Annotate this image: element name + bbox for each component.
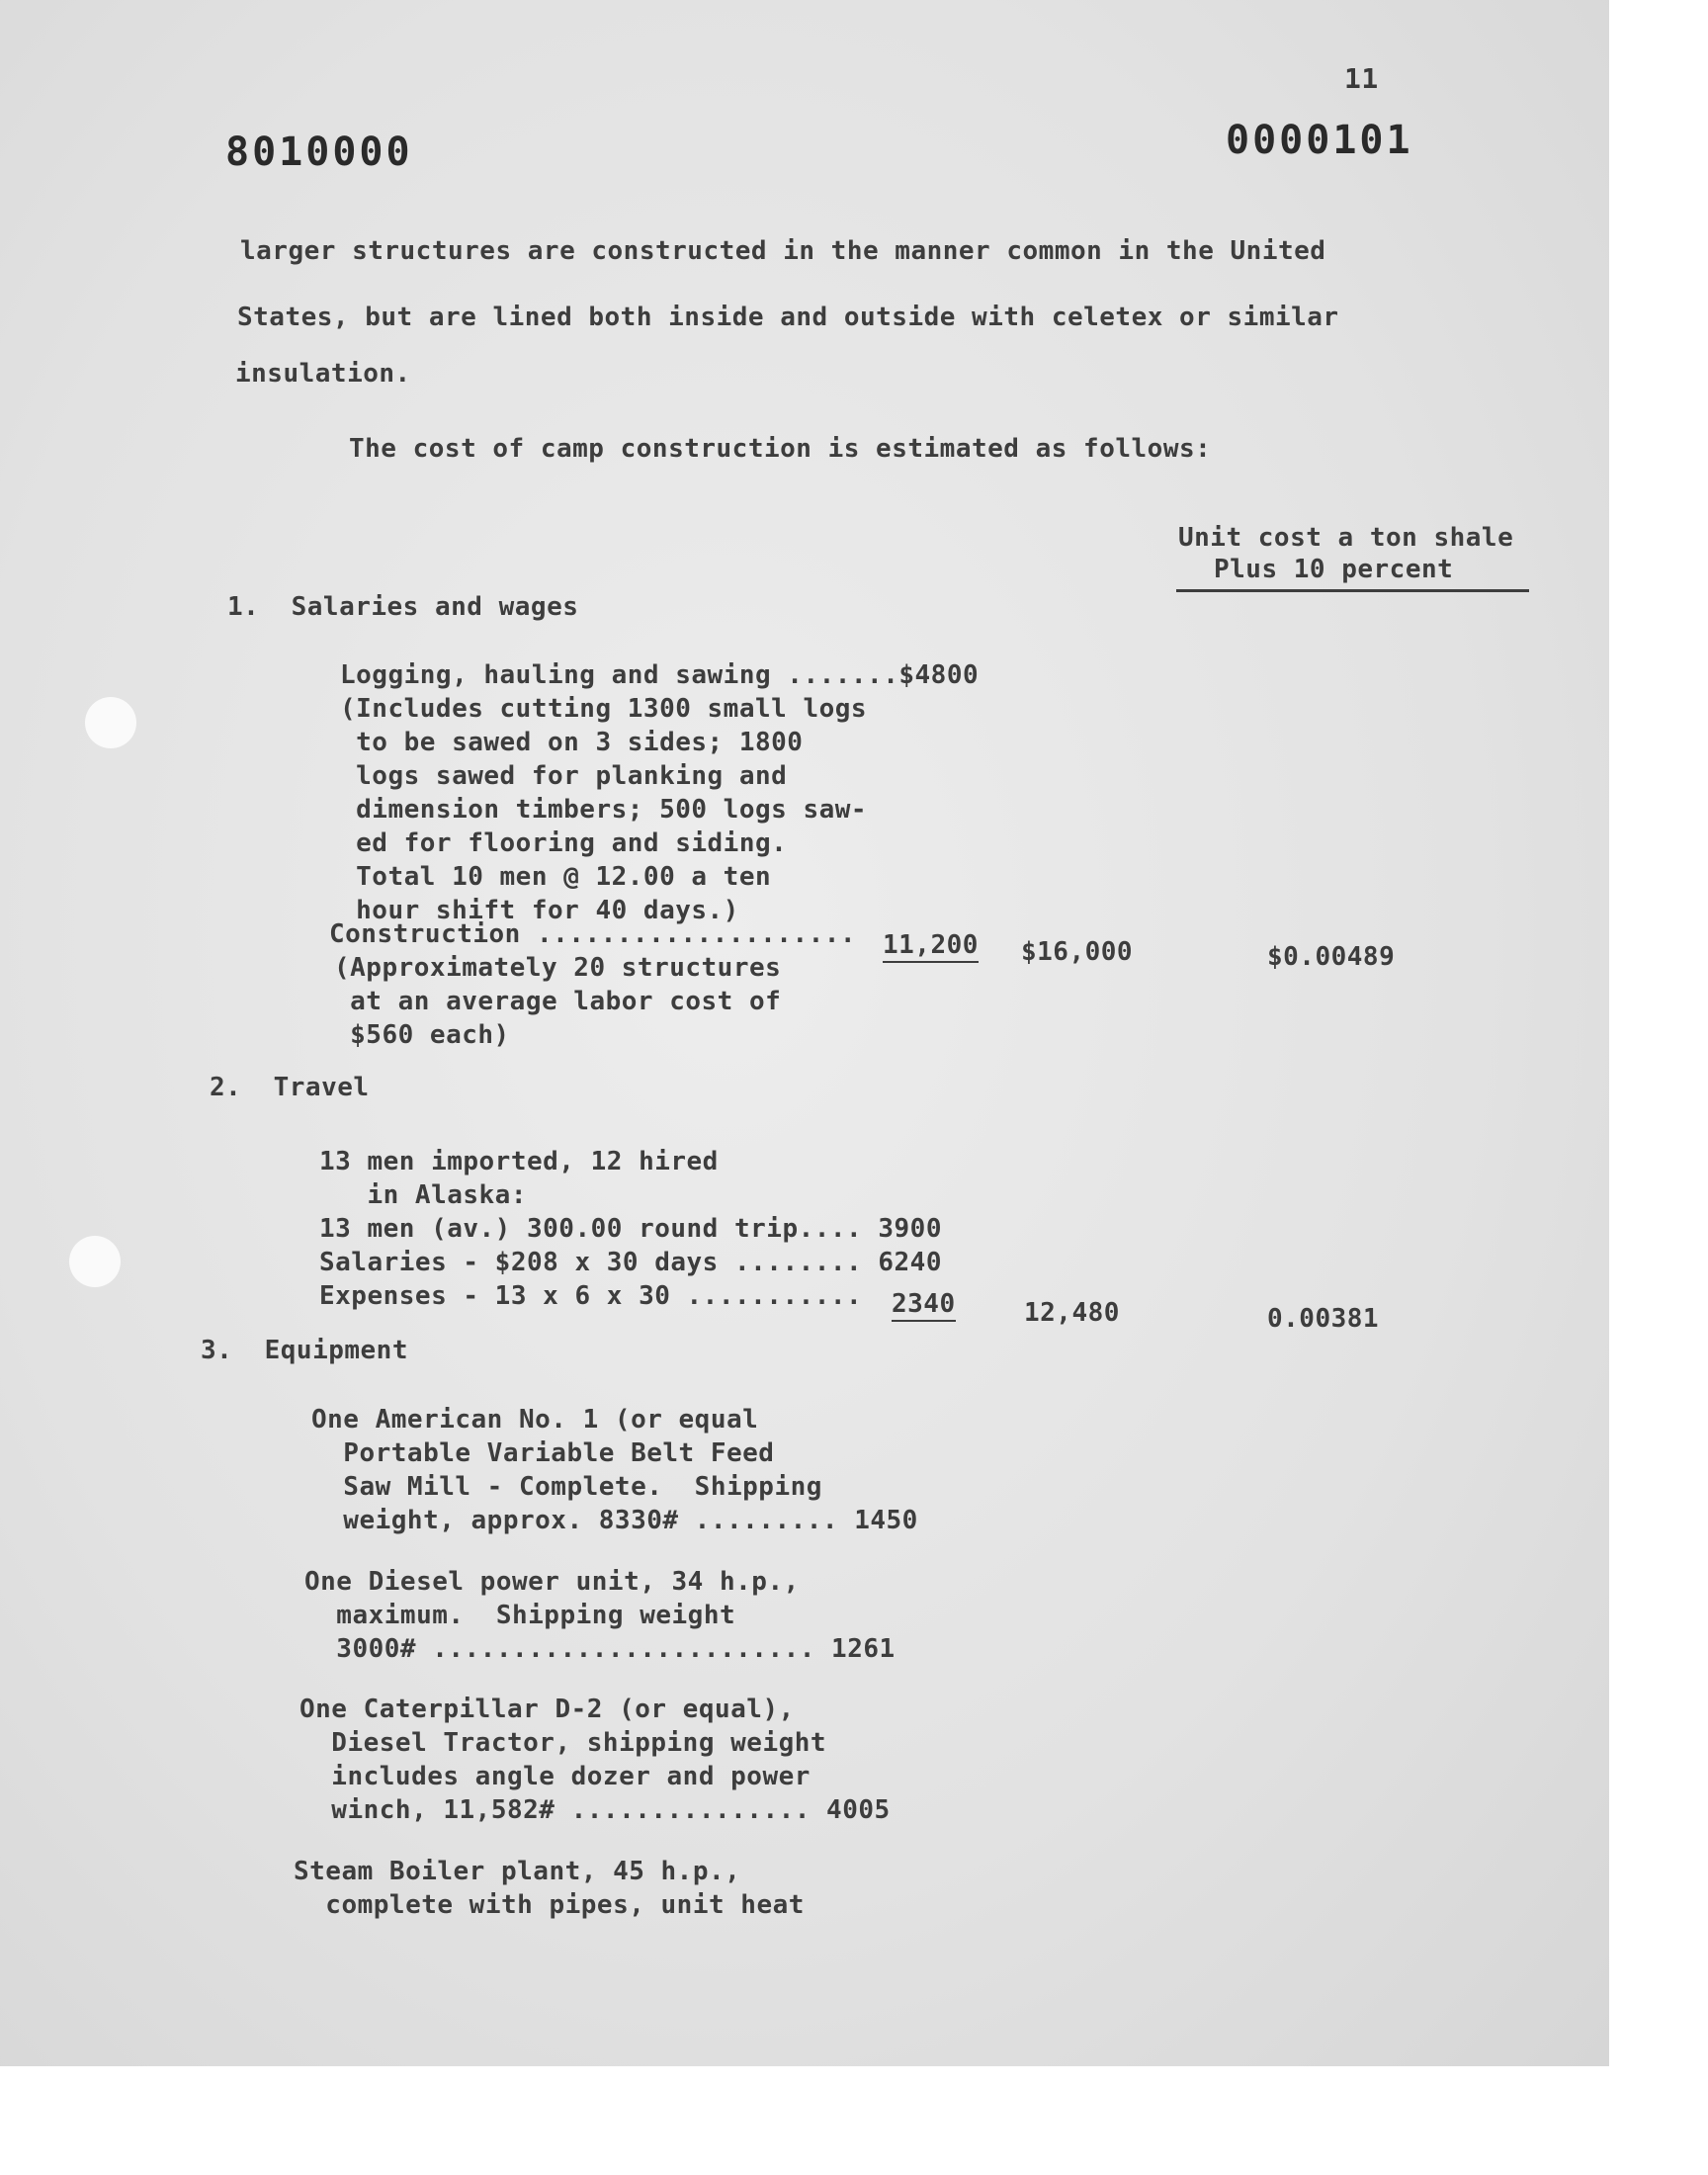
stamp-number-left: 8010000 [225,130,413,175]
punch-hole-top [85,697,136,748]
logging-line: to be sawed on 3 sides; 1800 [340,728,804,757]
equipment-line: 3000# ........................ 1261 [304,1634,896,1664]
equipment-line: Saw Mill - Complete. Shipping [311,1472,822,1502]
equipment-line: Portable Variable Belt Feed [311,1438,775,1468]
section-heading-salaries: 1. Salaries and wages [227,592,579,622]
logging-line: hour shift for 40 days.) [340,896,739,925]
section-heading-equipment: 3. Equipment [201,1336,408,1365]
column-header-rule [1176,589,1529,592]
section-heading-travel: 2. Travel [210,1073,370,1102]
travel-line: in Alaska: [319,1180,527,1210]
construction-note-line: at an average labor cost of [334,987,782,1016]
intro-line-1: larger structures are constructed in the manner common in the United [240,236,1326,266]
travel-line: 13 men imported, 12 hired [319,1147,719,1176]
logging-line: (Includes cutting 1300 small logs [340,694,868,724]
construction-note-line: (Approximately 20 structures [334,953,782,983]
punch-hole-bottom [69,1236,121,1287]
salaries-unit-cost: $0.00489 [1267,942,1396,972]
equipment-line: One Diesel power unit, 34 h.p., [304,1567,800,1597]
page-number: 11 [1344,62,1379,95]
logging-line: Total 10 men @ 12.00 a ten [340,862,772,892]
logging-line: dimension timbers; 500 logs saw- [340,795,868,825]
equipment-line: includes angle dozer and power [299,1762,811,1791]
cost-statement: The cost of camp construction is estimated as follows: [349,434,1212,464]
equipment-line: complete with pipes, unit heat [294,1890,805,1920]
travel-total: 12,480 [1024,1298,1120,1328]
travel-expenses-amount: 2340 [892,1288,956,1322]
logging-line: Logging, hauling and sawing .......$4800 [340,660,980,690]
column-header-line-1: Unit cost a ton shale [1178,523,1514,553]
logging-line: ed for flooring and siding. [340,828,788,858]
travel-line: Salaries - $208 x 30 days ........ 6240 [319,1248,942,1277]
travel-unit-cost: 0.00381 [1267,1304,1380,1334]
column-header-line-2: Plus 10 percent [1214,555,1454,584]
logging-line: logs sawed for planking and [340,761,788,791]
construction-amount: 11,200 [883,929,979,963]
construction-label: Construction .................... [329,919,857,949]
intro-line-2: States, but are lined both inside and outside with celetex or similar [237,303,1339,332]
equipment-line: One Caterpillar D-2 (or equal), [299,1695,795,1724]
travel-expenses-label: Expenses - 13 x 6 x 30 ........... [319,1281,863,1311]
equipment-line: Steam Boiler plant, 45 h.p., [294,1857,741,1886]
equipment-line: weight, approx. 8330# ......... 1450 [311,1506,918,1535]
stamp-number-right: 0000101 [1226,118,1413,163]
equipment-line: One American No. 1 (or equal [311,1405,759,1435]
intro-line-3: insulation. [235,359,411,389]
travel-line: 13 men (av.) 300.00 round trip.... 3900 [319,1214,942,1244]
construction-note-line: $560 each) [334,1020,510,1050]
equipment-line: Diesel Tractor, shipping weight [299,1728,827,1758]
equipment-line: winch, 11,582# ............... 4005 [299,1795,891,1825]
equipment-line: maximum. Shipping weight [304,1601,736,1630]
salaries-total: $16,000 [1021,937,1134,967]
